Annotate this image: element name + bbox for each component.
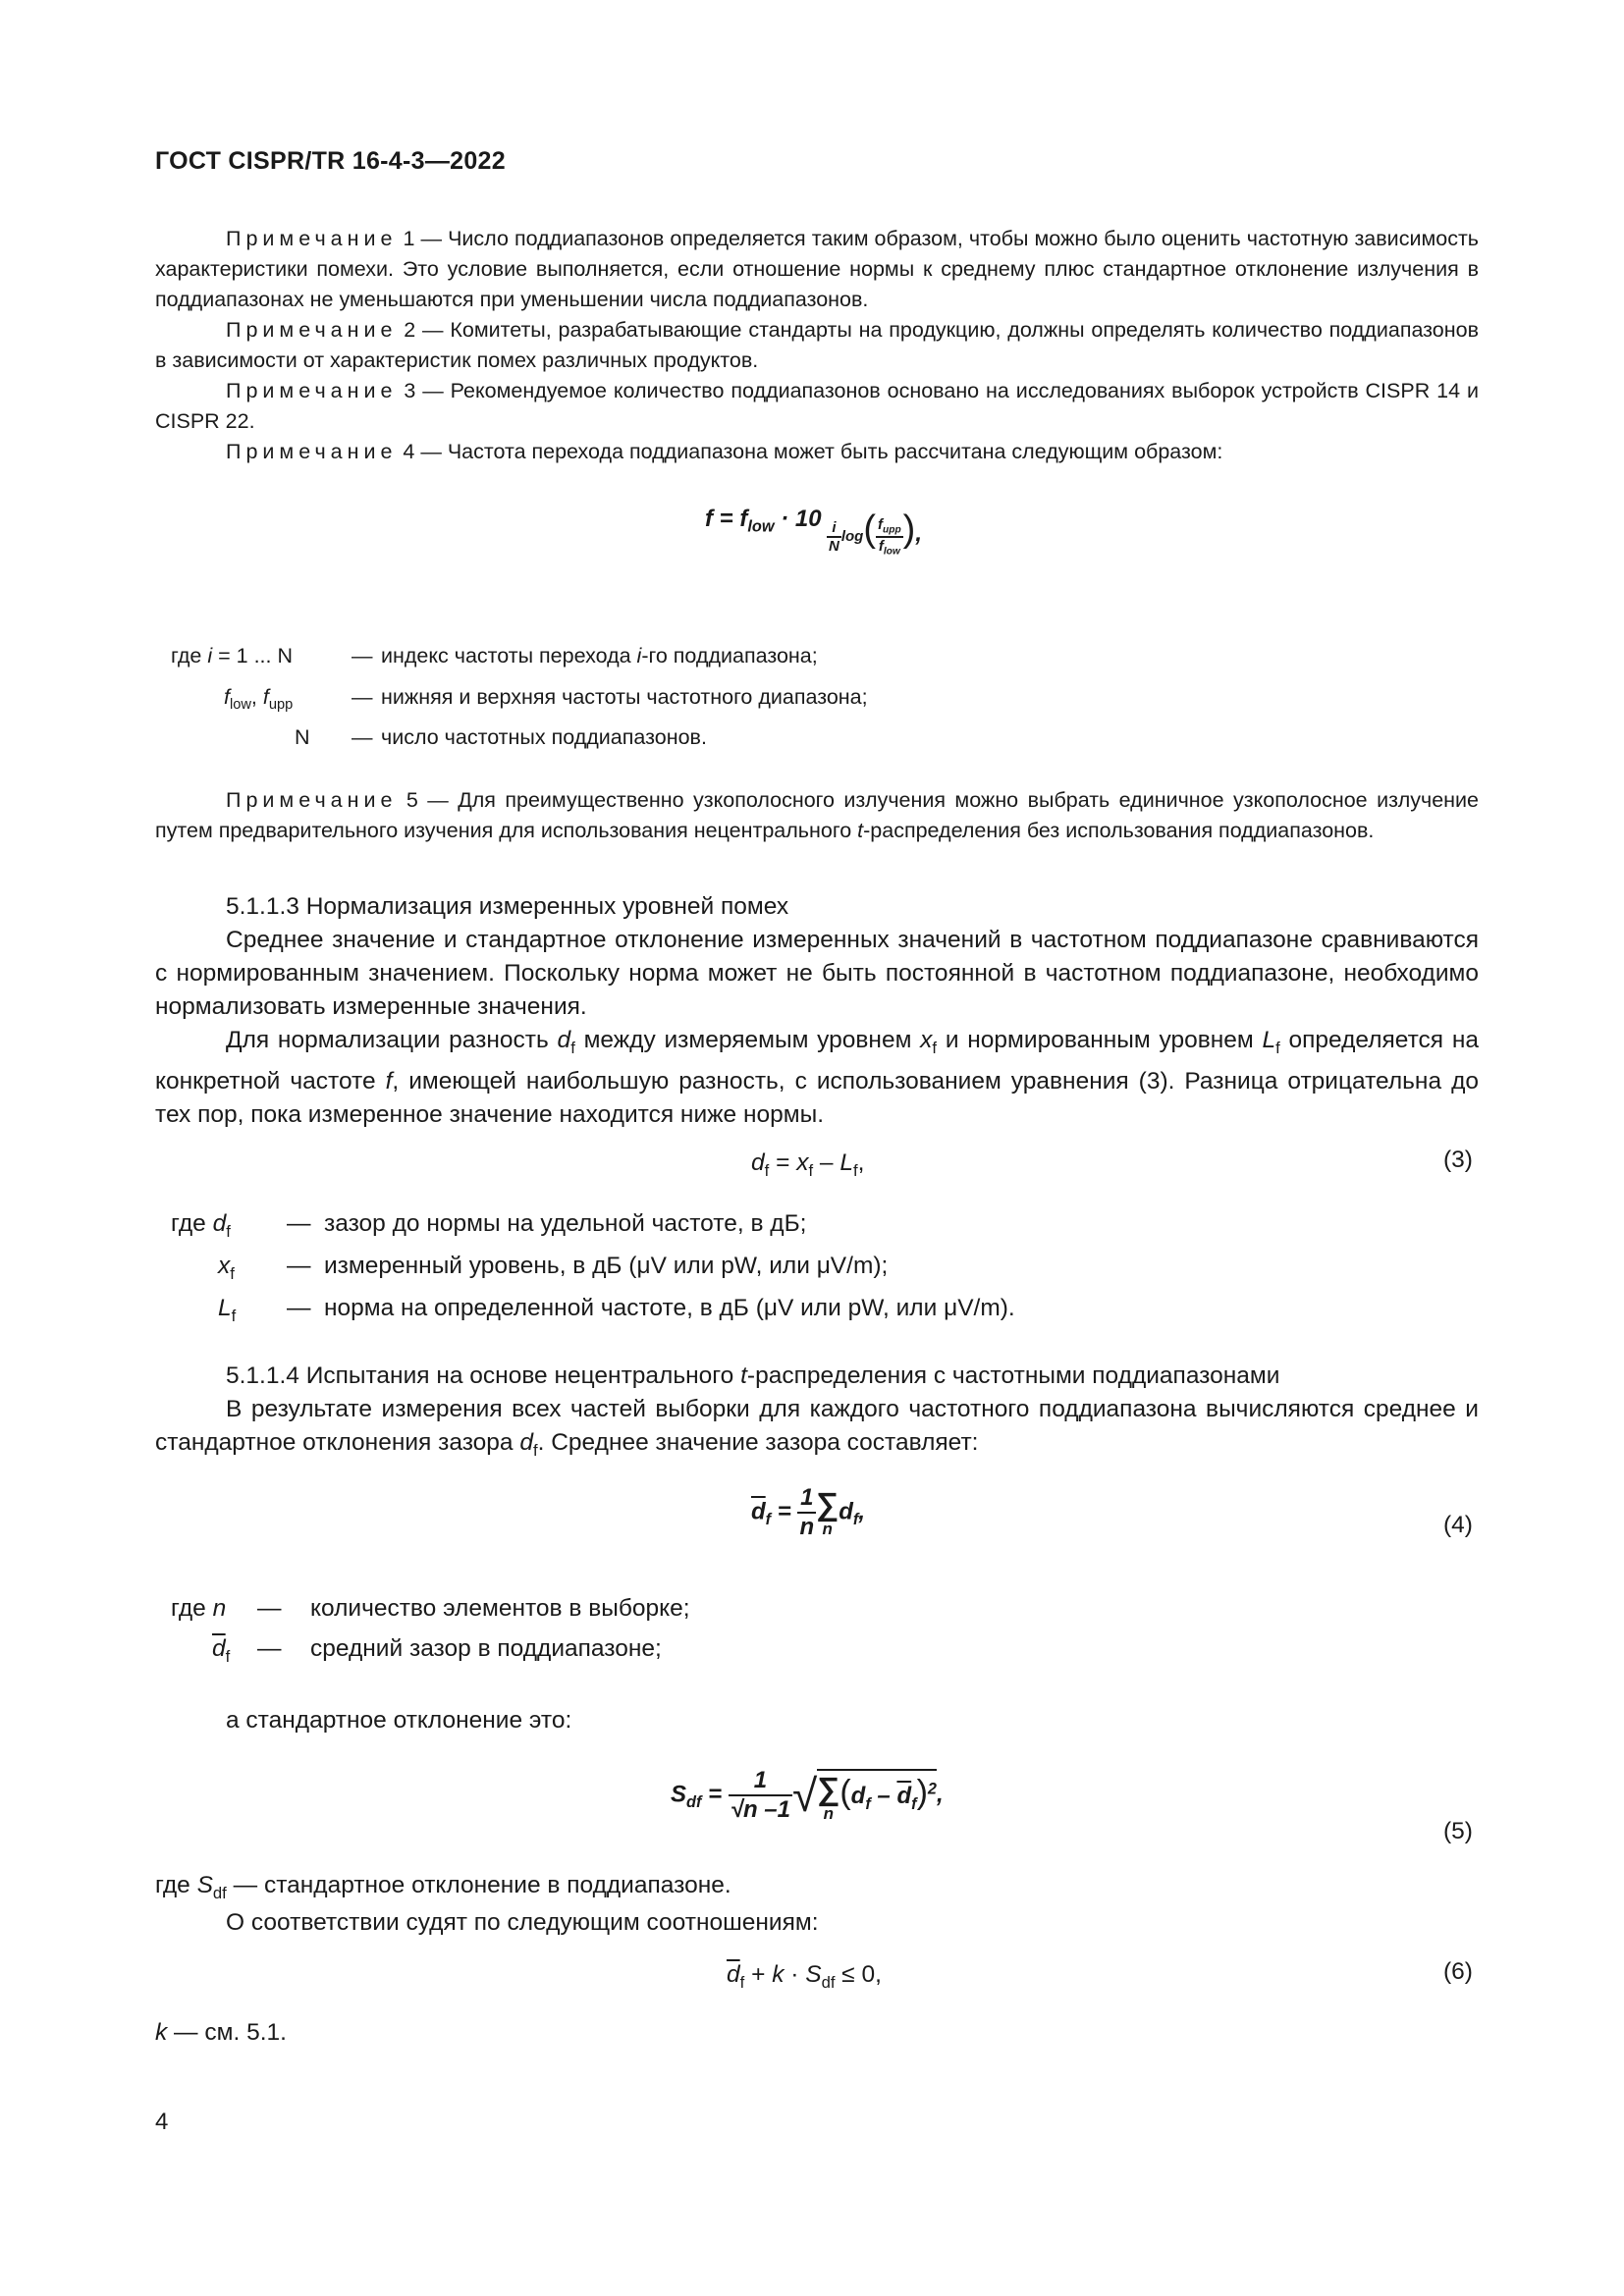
eq3-L-sub: f [852,1160,858,1180]
where-freq-3-dash: — [352,725,373,749]
eq3-eq: = [769,1149,797,1176]
section-5114-p1 [155,1393,1479,1468]
eq5-frac [729,1767,792,1824]
where3-3-text: норма на определенной частоте, в дБ (μV или pW, или μV/m). [324,1295,1015,1321]
note-4 [155,437,1479,467]
exp-paren-open: ( [863,508,876,550]
eq4-one: 1 [797,1484,816,1514]
eq3-d-sub: f [764,1160,770,1180]
where3-1-sub: f [226,1221,231,1241]
p2-a: Для нормализации разность [226,1027,558,1053]
eq4-sum-n: n [822,1519,833,1538]
exp-paren-close: ) [902,508,916,550]
p2-L-sub: f [1275,1038,1280,1057]
section-5113 [155,890,1479,1132]
note-1-label: Примечание [226,227,398,250]
eq5-sum [817,1773,839,1821]
eq6-S: S [805,1961,822,1988]
exp-ratio [876,516,903,557]
s5114-p1-d: d [519,1429,533,1456]
eq5-S: S [671,1781,687,1808]
section-5113-p2 [155,1024,1479,1132]
exp-ratio-num [876,516,903,538]
equation-5: $S_{df}$ = $\frac{1}{√n -1}$ √ ∑ n $(d_f - \overline{d}_f)^2$, [671,1767,944,1823]
formula-frequency [705,506,822,537]
where-freq-1-text-b: -го поддиапазона; [641,644,818,667]
k-ref-k: k [155,2019,168,2046]
where5-pre: где [155,1872,197,1898]
eq4-n: n [799,1514,815,1540]
exp-f2: f [878,537,884,555]
eq3-end: , [857,1149,865,1176]
conformity-text: О соответствии судят по следующим соотношениям: [226,1909,819,1936]
note-2 [155,315,1479,376]
note-4-label: Примечание [226,440,398,463]
notes-block [155,224,1479,467]
document-header: ГОСТ CISPR/TR 16-4-3—2022 [155,147,506,175]
s5114-p1-a: В результате измерения всех частей выборки для каждого частотного поддиапазона вычисляются среднее и стандартное отклонения зазора [155,1396,1479,1456]
eq6-k: k [772,1961,785,1988]
eq5-one: 1 [729,1767,792,1796]
where3-3-sym [218,1295,236,1326]
k-ref-text: — см. 5.1. [167,2019,287,2046]
where4-2-dash: — [257,1635,282,1662]
p2-dd: определяется на конкретной частоте [155,1027,1479,1095]
where4-1-dash: — [257,1595,282,1622]
section-5114 [155,1360,1479,1468]
eq3-d: d [751,1149,765,1176]
eq4-dbar-sub: f [765,1511,772,1529]
equation-6-number: (6) [1443,1958,1473,1985]
eq5-dbar: $\overline{d}$ [896,1783,912,1810]
formula-f-mid: · 10 [774,506,822,532]
p2-x: x [920,1027,933,1053]
k-reference [155,2019,287,2047]
where-freq-1-pre: где [171,644,208,667]
where-freq-1 [171,644,293,668]
where-freq-1-range: = 1 ... N [212,644,293,667]
eq4-frac [797,1484,816,1541]
where-freq-1-i: i [207,644,213,667]
where3-3-sub: f [231,1306,237,1325]
eq5-sum-n: n [823,1803,834,1823]
note-3 [155,376,1479,437]
where-freq-1-text [381,644,818,668]
where-freq-2-upp: upp [268,697,294,714]
where3-2-sym [218,1253,235,1284]
where3-1-pre: где [171,1210,213,1237]
exp-frac [827,519,841,555]
eq6-plus: + [744,1961,773,1988]
where5-S: S [196,1872,213,1898]
where3-2-text: измеренный уровень, в дБ (μV или pW, или μV/m); [324,1253,889,1279]
section-5113-heading: 5.1.1.3 Нормализация измеренных уровней помех [226,893,789,920]
where-freq-2-text: нижняя и верхняя частоты частотного диапазона; [381,685,868,709]
where-freq-3-text: число частотных поддиапазонов. [381,725,707,749]
where4-2-sub: f [225,1646,231,1666]
p2-f: f [385,1067,393,1095]
note-5-t: t [857,819,864,842]
where3-2-dash: — [287,1253,311,1279]
note-1-text: 1 — Число поддиапазонов определяется таким образом, чтобы можно было оценить частотную зависимость характеристики помехи. Это условие выполняется, если отношение нормы к среднему плюс стандартное отклонение излучения в поддиапазонах не уменьшаются при уменьшении числа поддиапазонов. [155,227,1479,311]
eq3-L: L [839,1149,853,1176]
note-2-label: Примечание [226,318,398,342]
exp-ratio-den [876,538,903,558]
eq5-den: √n –1 [730,1796,790,1823]
where3-3-dash: — [287,1295,311,1321]
equation-5-number: (5) [1443,1818,1473,1844]
eq5-dbar-sub: f [911,1795,917,1814]
exp-upp: upp [883,524,901,536]
s5114-h-a: 5.1.1.4 Испытания на основе нецентрального [226,1362,741,1389]
eq5-sigma: ∑ [817,1771,840,1807]
where3-3-L: L [218,1295,232,1321]
eq5-paren-open: ( [839,1774,851,1812]
where-freq-2-dash: — [352,685,373,709]
note-5-text-b: -распределения без использования поддиапазонов. [863,819,1375,842]
where5-text: — стандартное отклонение в поддиапазоне. [226,1872,731,1898]
exp-log: log [840,528,864,545]
section-5114-heading [155,1360,1479,1393]
eq5-sqrt-body: ∑ n $(d_f - \overline{d}_f)^2$ [817,1771,937,1823]
eq6-dbar: $\overline{d}$ [727,1961,740,1988]
formula-comma: , [915,520,922,547]
equation-4-number: (4) [1443,1512,1473,1538]
exp-N: N [829,537,839,555]
note-3-label: Примечание [226,379,398,402]
where-freq-2-low: low [229,697,251,714]
p2-b: между измеряемым уровнем [574,1027,921,1053]
eq4-d: d [839,1498,853,1525]
s5114-p1-d-sub: f [532,1440,538,1460]
note-5 [155,785,1479,846]
eq3-x: x [796,1149,809,1176]
eq4-sum [816,1488,839,1536]
formula-frequency-exponent [827,508,922,557]
where3-1-dash: — [287,1210,311,1237]
where5 [155,1872,731,1903]
where-freq-2-f2: f [262,685,269,709]
exp-f1: f [878,515,883,533]
where3-2-x: x [218,1253,231,1279]
where-freq-2-f1: f [224,685,230,709]
eq5-sqrt-sign: √ [791,1770,818,1821]
note-1 [155,224,1479,315]
where3-1-sym [171,1210,231,1242]
eq3-x-sub: f [808,1160,814,1180]
where4-2-sym [212,1635,230,1667]
eq5-S-sub: df [686,1793,702,1812]
page-number: 4 [155,2109,169,2135]
where3-1-text: зазор до нормы на удельной частоте, в дБ; [324,1210,807,1237]
where5-sub: df [212,1883,227,1902]
eq4-dbar: $\overline{d}$ [751,1498,766,1525]
p2-c: и нормированным уровнем [937,1027,1263,1053]
note-2-text: 2 — Комитеты, разрабатывающие стандарты на продукцию, должны определять количество поддиапазонов в зависимости от характеристик помех различных продуктов. [155,318,1479,372]
s5114-p1-b: . Среднее значение зазора составляет: [537,1429,979,1456]
note-5-text-a: 5 — Для преимущественно узкополосного излучения можно выбрать единичное узкополосное излучение путем предварительного изучения для использования нецентрального [155,788,1479,842]
section-5113-p1: Среднее значение и стандартное отклонение измеренных значений в частотном поддиапазоне сравниваются с нормированным значением. Поскольку норма может не быть постоянной в частотном поддиапазоне, необходимо нормализовать измеренные значения. [155,927,1479,1020]
note-5-para [155,785,1479,846]
exp-low: low [883,546,900,558]
where4-1-text: количество элементов в выборке; [310,1595,690,1622]
s5114-h-b: -распределения с частотными поддиапазонами [746,1362,1280,1389]
formula-f-lhs: f = f [705,506,748,532]
where3-2-sub: f [230,1263,235,1283]
eq4-sigma: ∑ [816,1486,839,1522]
equation-6 [727,1958,882,2000]
where-freq-1-dash: — [352,644,373,667]
eq6-S-sub: df [821,1972,836,1992]
where4-2-dbar: $\overline{d}$ [212,1635,226,1662]
eq4-d-sub: f [852,1511,859,1529]
equation-3-number: (3) [1443,1147,1473,1173]
exp-i: i [827,519,841,538]
where4-1-pre: где [171,1595,213,1622]
note-4-text: 4 — Частота перехода поддиапазона может быть рассчитана следующим образом: [397,440,1223,463]
eq5-d-sub: f [865,1795,871,1814]
equation-3 [751,1147,864,1188]
eq5-square: 2 [927,1780,937,1798]
where4-2-text: средний зазор в поддиапазоне; [310,1635,662,1662]
where3-1-d: d [212,1210,227,1237]
note-5-label: Примечание [226,788,398,812]
equation-4: $\overline{d}_f$ = $\frac{1}{n}$ ∑ n $d_f$, [751,1484,866,1540]
where-freq-2-sym: $f_{low}$, $f_{upp}$ [224,685,294,714]
eq5-paren-close: ) [916,1774,928,1812]
formula-f-low: low [747,517,775,536]
eq6-dbar-sub: f [739,1972,745,1992]
eq6-dot: · [784,1961,806,1988]
p2-d-sub: f [570,1038,575,1057]
s5114-h-t: t [740,1362,747,1389]
p2-d: d [557,1027,571,1053]
where4-1-n: n [212,1595,227,1622]
where-freq-1-text-a: индекс частоты перехода [381,644,637,667]
where-freq-1-text-i: i [636,644,642,667]
where4-1-sym [171,1595,226,1623]
note-3-text: 3 — Рекомендуемое количество поддиапазонов основано на исследованиях выборок устройств CISPR 14 и CISPR 22. [155,379,1479,433]
p2-x-sub: f [932,1038,938,1057]
eq6-rel: ≤ 0, [835,1961,882,1988]
p2-L: L [1262,1027,1276,1053]
where-freq-3-sym: N [295,725,310,749]
eq3-minus: – [813,1149,840,1176]
std-intro: а стандартное отклонение это: [226,1707,572,1734]
p2-e: , имеющей наибольшую разность, с использованием уравнения (3). Разница отрицательна до тех пор, пока измеренное значение находится ниже нормы. [155,1067,1479,1128]
